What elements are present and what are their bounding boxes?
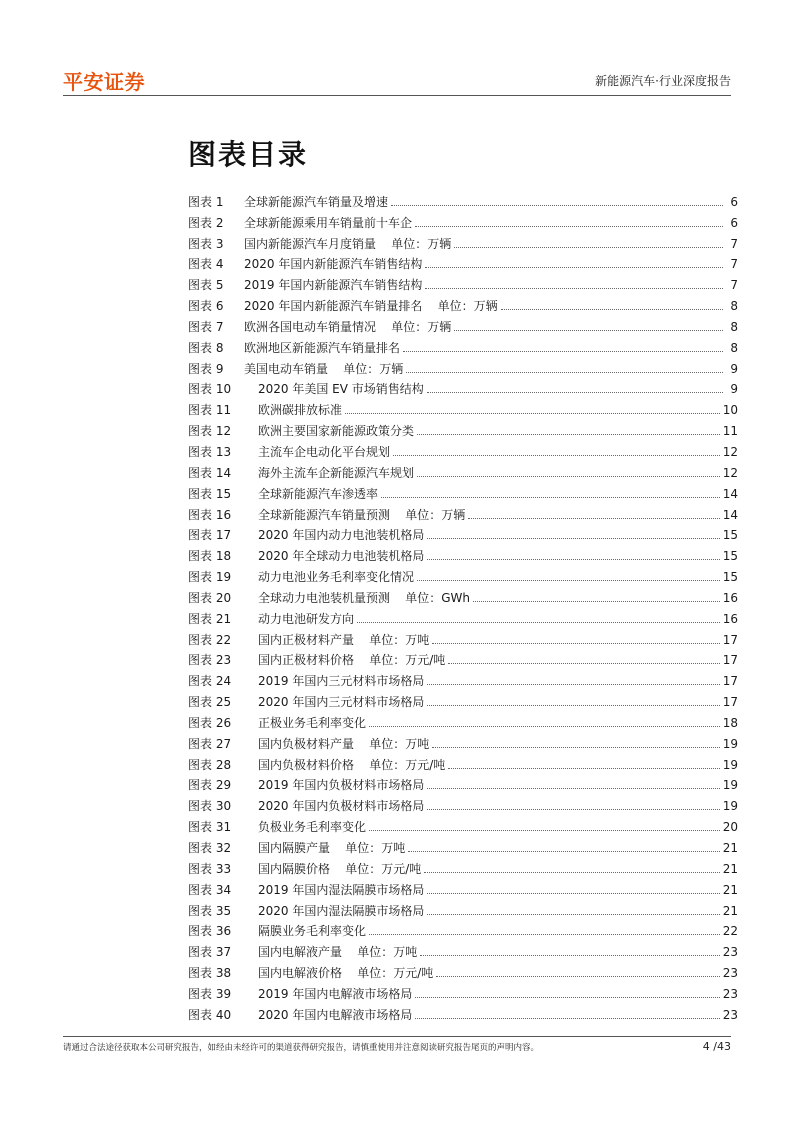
toc-dot-leader	[415, 996, 719, 998]
toc-entry-number: 图表 34	[188, 882, 232, 897]
toc-entry-title: 国内负极材料产量 单位：万吨	[258, 736, 430, 751]
toc-entry-number: 图表 4	[188, 257, 224, 272]
toc-dot-leader	[391, 204, 723, 206]
toc-entry-title: 2020 年国内负极材料市场格局	[258, 799, 425, 814]
toc-entry-number: 图表 39	[188, 986, 232, 1001]
toc-entry-page: 19	[722, 799, 738, 814]
toc-dot-leader	[393, 454, 720, 456]
toc-entry-number: 图表 31	[188, 820, 232, 835]
toc-dot-leader	[369, 829, 720, 831]
toc-entry-page: 23	[722, 945, 738, 960]
toc-entry-title: 负极业务毛利率变化	[258, 820, 367, 835]
header-divider	[63, 95, 731, 96]
toc-entry-page: 6	[730, 215, 738, 230]
footer-disclaimer: 请通过合法途径获取本公司研究报告，如经由未经许可的渠道获得研究报告，请慎重使用并注意阅读研究报告尾页的声明内容。	[63, 1043, 540, 1053]
toc-dot-leader	[381, 496, 720, 498]
toc-dot-leader	[432, 746, 719, 748]
toc-entry[interactable]	[188, 918, 738, 939]
toc-entry-title: 2020 年国内新能源汽车销量排名 单位：万辆	[244, 299, 498, 314]
toc-entry-title: 2020 年国内新能源汽车销售结构	[244, 257, 423, 272]
toc-entry-title: 全球新能源乘用车销量前十车企	[244, 215, 413, 230]
toc-entry-title: 隔膜业务毛利率变化	[258, 924, 367, 939]
toc-entry-page: 23	[722, 966, 738, 981]
toc-entry-number: 图表 15	[188, 486, 232, 501]
toc-dot-leader	[501, 308, 723, 310]
company-logo: 平安证券	[63, 70, 145, 94]
toc-dot-leader	[427, 391, 723, 393]
toc-entry-title: 国内正极材料价格 单位：万元/吨	[258, 653, 446, 668]
toc-entry[interactable]	[188, 813, 738, 834]
toc-dot-leader	[427, 537, 719, 539]
toc-dot-leader	[417, 579, 720, 581]
toc-dot-leader	[448, 662, 719, 664]
toc-dot-leader	[427, 808, 719, 810]
toc-entry-number: 图表 2	[188, 215, 224, 230]
toc-dot-leader	[425, 266, 723, 268]
toc-dot-leader	[468, 517, 719, 519]
toc-entry[interactable]	[188, 626, 738, 647]
toc-entry-page: 14	[722, 486, 738, 501]
page-header	[63, 62, 731, 96]
toc-entry[interactable]	[188, 1001, 738, 1022]
toc-entry-title: 全球新能源汽车销量及增速	[244, 194, 389, 209]
toc-entry-page: 15	[722, 570, 738, 585]
toc-entry-page: 17	[722, 653, 738, 668]
toc-entry-title: 2020 年国内湿法隔膜市场格局	[258, 903, 425, 918]
toc-entry-title: 欧洲主要国家新能源政策分类	[258, 424, 415, 439]
toc-entry[interactable]	[188, 730, 738, 751]
toc-entry[interactable]	[188, 396, 738, 417]
toc-entry[interactable]	[188, 542, 738, 563]
toc-entry-number: 图表 13	[188, 444, 232, 459]
toc-entry[interactable]	[188, 230, 738, 251]
toc-entry[interactable]	[188, 355, 738, 376]
toc-entry[interactable]	[188, 480, 738, 501]
toc-dot-leader	[454, 329, 723, 331]
toc-entry-page: 16	[722, 611, 738, 626]
toc-entry-number: 图表 18	[188, 549, 232, 564]
toc-entry[interactable]	[188, 501, 738, 522]
toc-entry-title: 2020 年全球动力电池装机格局	[258, 549, 425, 564]
toc-dot-leader	[473, 600, 720, 602]
toc-entry-number: 图表 8	[188, 340, 224, 355]
table-of-figures	[188, 188, 738, 1022]
toc-entry-page: 12	[722, 465, 738, 480]
toc-entry-title: 美国电动车销量 单位：万辆	[244, 361, 404, 376]
toc-entry[interactable]	[188, 188, 738, 209]
toc-entry-number: 图表 1	[188, 194, 224, 209]
toc-entry-title: 2019 年国内新能源汽车销售结构	[244, 278, 423, 293]
toc-entry[interactable]	[188, 897, 738, 918]
toc-dot-leader	[424, 871, 719, 873]
toc-entry-page: 9	[730, 382, 738, 397]
toc-entry-number: 图表 22	[188, 632, 232, 647]
toc-entry-number: 图表 12	[188, 424, 232, 439]
toc-entry-number: 图表 10	[188, 382, 232, 397]
toc-entry-title: 2019 年国内湿法隔膜市场格局	[258, 882, 425, 897]
toc-dot-leader	[427, 683, 719, 685]
toc-dot-leader	[427, 558, 719, 560]
toc-entry-title: 动力电池研发方向	[258, 611, 355, 626]
toc-entry[interactable]	[188, 876, 738, 897]
toc-entry-number: 图表 38	[188, 966, 232, 981]
toc-entry[interactable]	[188, 772, 738, 793]
toc-entry-page: 8	[730, 319, 738, 334]
toc-entry-page: 8	[730, 299, 738, 314]
toc-entry[interactable]	[188, 313, 738, 334]
toc-entry-number: 图表 28	[188, 757, 232, 772]
toc-dot-leader	[417, 433, 720, 435]
toc-entry[interactable]	[188, 251, 738, 272]
toc-entry-number: 图表 27	[188, 736, 232, 751]
toc-entry-title: 2019 年国内电解液市场格局	[258, 986, 413, 1001]
toc-entry-number: 图表 40	[188, 1007, 232, 1022]
toc-entry-page: 17	[722, 632, 738, 647]
toc-entry[interactable]	[188, 855, 738, 876]
toc-entry-page: 12	[722, 444, 738, 459]
toc-entry-page: 8	[730, 340, 738, 355]
toc-entry-title: 正极业务毛利率变化	[258, 715, 367, 730]
toc-entry-page: 15	[722, 528, 738, 543]
toc-entry-page: 20	[722, 820, 738, 835]
toc-entry-page: 18	[722, 715, 738, 730]
toc-entry-page: 11	[722, 424, 738, 439]
footer-divider	[63, 1036, 731, 1037]
toc-entry-title: 全球新能源汽车渗透率	[258, 486, 379, 501]
toc-entry-title: 全球新能源汽车销量预测 单位：万辆	[258, 507, 466, 522]
toc-entry-number: 图表 6	[188, 299, 224, 314]
toc-dot-leader	[345, 412, 720, 414]
toc-entry[interactable]	[188, 459, 738, 480]
toc-entry-number: 图表 9	[188, 361, 224, 376]
toc-entry-number: 图表 33	[188, 861, 232, 876]
toc-entry-number: 图表 24	[188, 674, 232, 689]
toc-entry-number: 图表 7	[188, 319, 224, 334]
toc-entry-title: 国内负极材料价格 单位：万元/吨	[258, 757, 446, 772]
toc-dot-leader	[406, 371, 723, 373]
toc-entry[interactable]	[188, 584, 738, 605]
toc-entry-title: 动力电池业务毛利率变化情况	[258, 570, 415, 585]
toc-entry[interactable]	[188, 980, 738, 1001]
toc-entry-page: 21	[722, 861, 738, 876]
toc-dot-leader	[448, 767, 719, 769]
toc-entry-title: 2019 年国内三元材料市场格局	[258, 674, 425, 689]
toc-entry-number: 图表 29	[188, 778, 232, 793]
toc-entry-title: 欧洲地区新能源汽车销量排名	[244, 340, 401, 355]
toc-dot-leader	[408, 850, 719, 852]
toc-entry[interactable]	[188, 667, 738, 688]
toc-entry-number: 图表 21	[188, 611, 232, 626]
toc-entry[interactable]	[188, 834, 738, 855]
toc-dot-leader	[420, 954, 719, 956]
toc-entry-number: 图表 14	[188, 465, 232, 480]
toc-entry-page: 7	[730, 278, 738, 293]
toc-entry-title: 2020 年美国 EV 市场销售结构	[258, 382, 424, 397]
toc-entry-page: 19	[722, 736, 738, 751]
toc-dot-leader	[427, 913, 719, 915]
page-title: 图表目录	[188, 138, 309, 171]
toc-entry-title: 国内正极材料产量 单位：万吨	[258, 632, 430, 647]
toc-entry-page: 7	[730, 257, 738, 272]
toc-entry-number: 图表 5	[188, 278, 224, 293]
toc-entry-number: 图表 30	[188, 799, 232, 814]
toc-entry-title: 2020 年国内三元材料市场格局	[258, 695, 425, 710]
toc-entry-title: 2019 年国内负极材料市场格局	[258, 778, 425, 793]
toc-entry-title: 国内新能源汽车月度销量 单位：万辆	[244, 236, 452, 251]
toc-entry-page: 16	[722, 590, 738, 605]
toc-entry-page: 21	[722, 903, 738, 918]
toc-entry-page: 22	[722, 924, 738, 939]
toc-entry-number: 图表 19	[188, 570, 232, 585]
toc-entry-page: 19	[722, 757, 738, 772]
toc-entry-page: 9	[730, 361, 738, 376]
toc-entry-number: 图表 37	[188, 945, 232, 960]
toc-dot-leader	[369, 725, 720, 727]
toc-entry-title: 欧洲各国电动车销量情况 单位：万辆	[244, 319, 452, 334]
toc-entry-title: 全球动力电池装机量预测 单位：GWh	[258, 590, 471, 605]
toc-entry-page: 7	[730, 236, 738, 251]
toc-entry-page: 6	[730, 194, 738, 209]
toc-dot-leader	[427, 704, 719, 706]
toc-dot-leader	[425, 287, 723, 289]
toc-entry[interactable]	[188, 563, 738, 584]
toc-entry[interactable]	[188, 292, 738, 313]
toc-entry[interactable]	[188, 605, 738, 626]
toc-dot-leader	[415, 225, 723, 227]
toc-entry-number: 图表 23	[188, 653, 232, 668]
toc-entry[interactable]	[188, 417, 738, 438]
toc-dot-leader	[369, 933, 720, 935]
toc-dot-leader	[436, 975, 719, 977]
toc-dot-leader	[357, 621, 720, 623]
toc-entry-page: 15	[722, 549, 738, 564]
toc-dot-leader	[432, 642, 719, 644]
toc-dot-leader	[454, 246, 723, 248]
toc-entry-number: 图表 20	[188, 590, 232, 605]
toc-entry-page: 17	[722, 695, 738, 710]
toc-dot-leader	[415, 1017, 719, 1019]
toc-entry[interactable]	[188, 709, 738, 730]
toc-entry-title: 2020 年国内电解液市场格局	[258, 1007, 413, 1022]
toc-entry-title: 国内隔膜价格 单位：万元/吨	[258, 861, 422, 876]
toc-entry-page: 23	[722, 1007, 738, 1022]
toc-entry[interactable]	[188, 522, 738, 543]
toc-entry-number: 图表 16	[188, 507, 232, 522]
toc-entry[interactable]	[188, 959, 738, 980]
toc-entry-page: 17	[722, 674, 738, 689]
toc-entry-number: 图表 25	[188, 695, 232, 710]
toc-entry-page: 21	[722, 841, 738, 855]
toc-entry-number: 图表 32	[188, 841, 232, 855]
toc-entry-number: 图表 26	[188, 715, 232, 730]
toc-entry-number: 图表 35	[188, 903, 232, 918]
toc-entry-title: 主流车企电动化平台规划	[258, 444, 391, 459]
toc-entry-title: 2020 年国内动力电池装机格局	[258, 528, 425, 543]
toc-entry-page: 14	[722, 507, 738, 522]
toc-entry-number: 图表 17	[188, 528, 232, 543]
toc-entry-title: 国内隔膜产量 单位：万吨	[258, 841, 406, 855]
toc-entry-page: 21	[722, 882, 738, 897]
toc-entry[interactable]	[188, 334, 738, 355]
toc-entry-title: 海外主流车企新能源汽车规划	[258, 465, 415, 480]
toc-entry-page: 23	[722, 986, 738, 1001]
toc-entry-title: 欧洲碳排放标准	[258, 403, 343, 418]
page-number: 4 /43	[702, 1040, 731, 1053]
toc-entry[interactable]	[188, 751, 738, 772]
toc-dot-leader	[417, 475, 720, 477]
report-type: 新能源汽车·行业深度报告	[595, 74, 731, 88]
toc-entry-page: 10	[722, 403, 738, 418]
toc-dot-leader	[403, 350, 723, 352]
toc-dot-leader	[427, 787, 719, 789]
toc-entry-title: 国内电解液价格 单位：万元/吨	[258, 966, 434, 981]
toc-entry-number: 图表 11	[188, 403, 232, 418]
toc-entry[interactable]	[188, 688, 738, 709]
toc-entry[interactable]	[188, 376, 738, 397]
toc-entry-number: 图表 3	[188, 236, 224, 251]
toc-entry-number: 图表 36	[188, 924, 232, 939]
toc-entry[interactable]	[188, 938, 738, 959]
toc-entry[interactable]	[188, 271, 738, 292]
toc-entry[interactable]	[188, 209, 738, 230]
toc-entry-page: 19	[722, 778, 738, 793]
toc-entry[interactable]	[188, 438, 738, 459]
toc-entry[interactable]	[188, 647, 738, 668]
toc-entry[interactable]	[188, 792, 738, 813]
toc-entry-title: 国内电解液产量 单位：万吨	[258, 945, 418, 960]
toc-dot-leader	[427, 892, 719, 894]
